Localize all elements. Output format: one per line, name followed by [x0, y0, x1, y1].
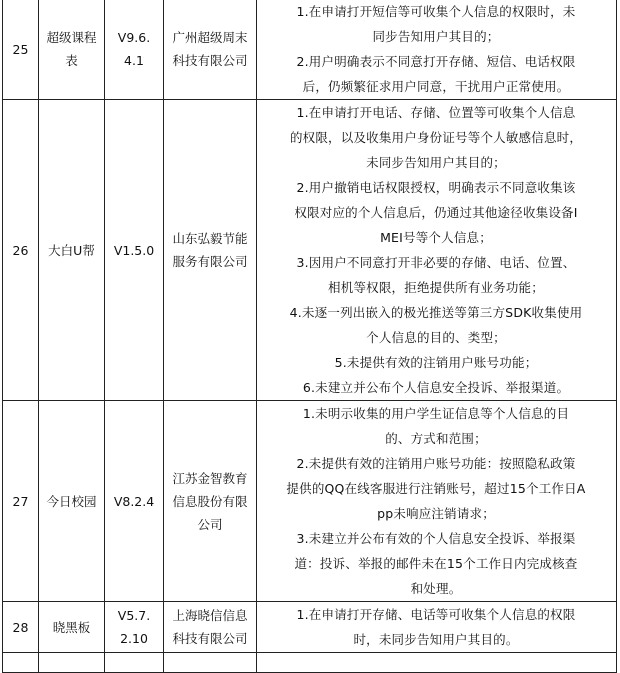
company-name: 山东弘毅节能 服务有限公司: [164, 100, 257, 401]
table-row-partial: [3, 653, 617, 673]
issue-list: 1.在申请打开电话、存储、位置等可收集个人信息 的权限，以及收集用户身份证号等个人敏感信息时， 未同步告知用户其目的； 2.用户撤销电话权限授权，明确表示不同意收集该 权限对应的个人信息后，仍通过其他途径收集设备I MEI号等个人信息； 3.因用户不同意打开非必要的存储、电话、位置、 相机等权限，拒绝提供所有业务功能； 4.未逐一列出嵌入的极光推送等第三方SDK收集使用 个人信息的目的、类型； 5.未提供有效的注销用户账号功能； 6.未建立并公布个人信息安全投诉、举报渠道。: [257, 100, 617, 401]
app-version: V1.5.0: [105, 100, 164, 401]
app-name: 今日校园: [39, 401, 105, 602]
issue-list: 1.未明示收集的用户学生证信息等个人信息的目 的、方式和范围； 2.未提供有效的注销用户账号功能：按照隐私政策 提供的QQ在线客服进行注销账号，超过15个工作日A pp未响应注销请求； 3.未建立并公布有效的个人信息安全投诉、举报渠 道：投诉、举报的邮件未在15个工作日内完成核查 和处理。: [257, 401, 617, 602]
app-name: 大白U帮: [39, 100, 105, 401]
app-name: 超级课程 表: [39, 0, 105, 100]
app-name: 晓黑板: [39, 602, 105, 653]
table-row: [3, 401, 617, 602]
app-version: V9.6. 4.1: [105, 0, 164, 100]
row-number: 27: [3, 401, 39, 602]
table-row: [3, 0, 617, 100]
app-version: V8.2.4: [105, 401, 164, 602]
row-number: 28: [3, 602, 39, 653]
company-name: 广州超级周末 科技有限公司: [164, 0, 257, 100]
row-number: 26: [3, 100, 39, 401]
issue-list: 1.在申请打开存储、电话等可收集个人信息的权限 时，未同步告知用户其目的。: [257, 602, 617, 653]
issue-list: 1.在申请打开短信等可收集个人信息的权限时，未 同步告知用户其目的； 2.用户明确表示不同意打开存储、短信、电话权限 后，仍频繁征求用户同意，干扰用户正常使用。: [257, 0, 617, 100]
row-number: 25: [3, 0, 39, 100]
app-violation-table: [2, 0, 617, 673]
company-name: 上海晓信信息 科技有限公司: [164, 602, 257, 653]
table-row: [3, 602, 617, 653]
app-version: V5.7. 2.10: [105, 602, 164, 653]
company-name: 江苏金智教育 信息股份有限 公司: [164, 401, 257, 602]
table-row: [3, 100, 617, 401]
